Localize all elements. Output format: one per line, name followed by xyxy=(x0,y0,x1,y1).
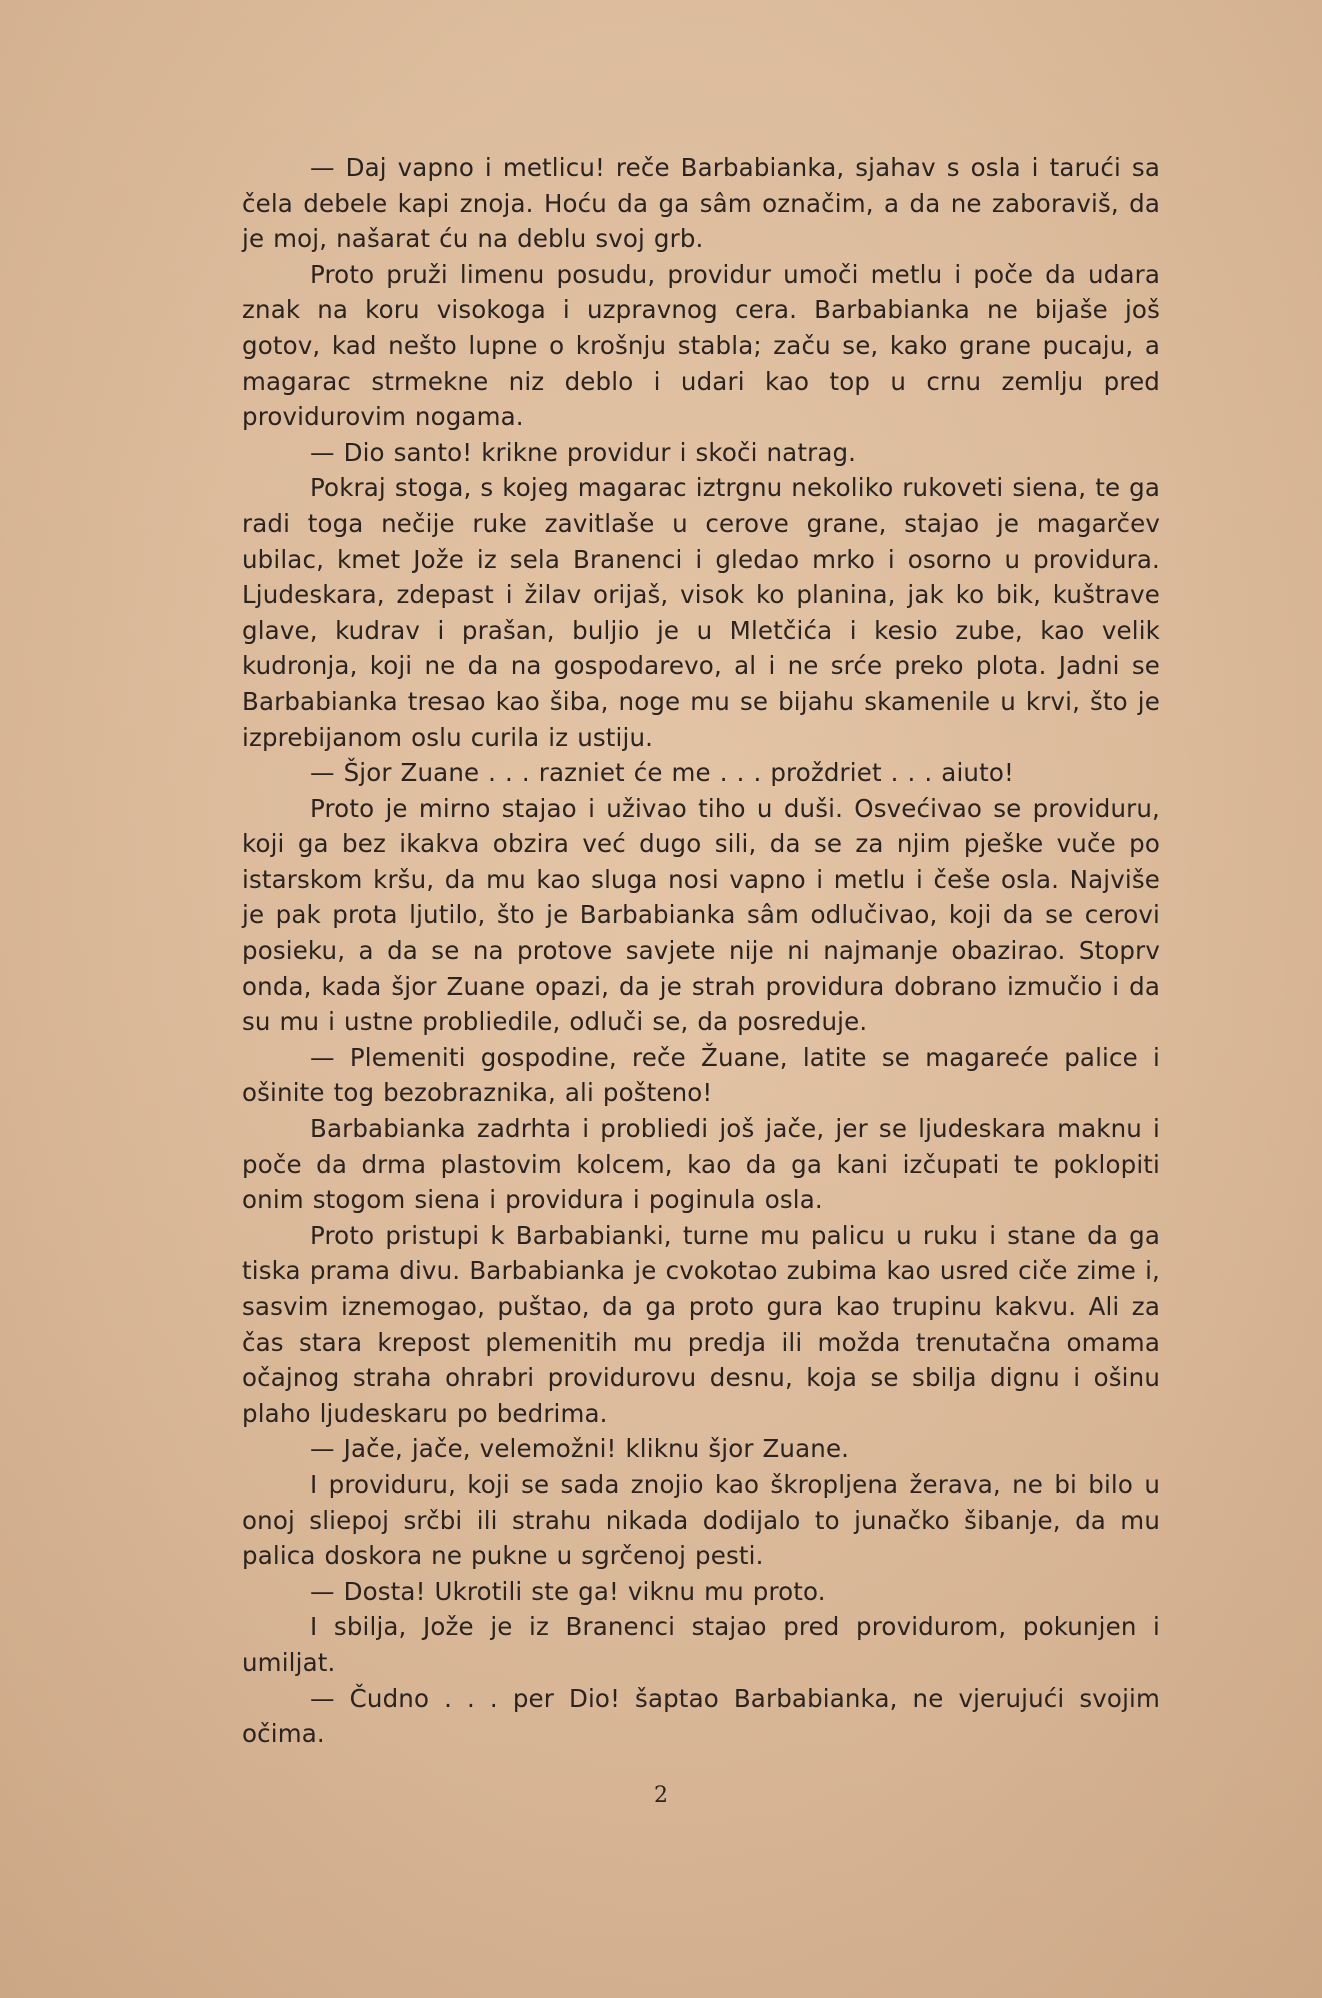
paragraph: — Daj vapno i metlicu! reče Barbabianka, sjahav s osla i tarući sa čela debele kapi znoja. Hoću da ga sâm označim, a da ne zaboraviš, da je moj, našarat ću na deblu svoj grb. xyxy=(242,153,1160,254)
paragraph: Pokraj stoga, s kojeg magarac iztrgnu nekoliko rukoveti siena, te ga radi toga nečije ruke zavitlaše u cerove grane, stajao je magarčev ubilac, kmet Jože iz sela Branenci i gledao mrko i osorno u providura. Ljudeskara, zdepast i žilav orijaš, visok ko planina, jak ko bik, kuštrave glave, kudrav i prašan, buljio je u Mletčića i kesio zube, kao velik kudronja, koji ne da na gospodarevo, al i ne srće preko plota. Jadni se Barbabianka tresao kao šiba, noge mu se bijahu skamenile u krvi, što je izprebijanom oslu curila iz ustiju. xyxy=(242,473,1160,752)
paragraph: Barbabianka zadrhta i probliedi još jače, jer se ljudeskara maknu i poče da drma plastovim kolcem, kao da ga kani izčupati te poklopiti onim stogom siena i providura i poginula osla. xyxy=(242,1114,1160,1215)
paragraph: — Dio santo! krikne providur i skoči natrag. xyxy=(310,437,857,467)
paragraph: — Šjor Zuane . . . razniet će me . . . proždriet . . . aiuto! xyxy=(310,758,1014,788)
paragraph: I sbilja, Jože je iz Branenci stajao pred providurom, pokunjen i umiljat. xyxy=(242,1612,1160,1677)
paragraph: Proto pruži limenu posudu, providur umoči metlu i poče da udara znak na koru visokoga i uzpravnog cera. Barbabianka ne bijaše još gotov, kad nešto lupne o krošnju stabla; začu se, kako grane pucaju, a magarac strmekne niz deblo i udari kao top u crnu zemlju pred providurovim nogama. xyxy=(242,259,1160,432)
paragraph: Proto pristupi k Barbabianki, turne mu palicu u ruku i stane da ga tiska prama divu. Barbabianka je cvokotao zubima kao usred ciče zime i, sasvim iznemogao, puštao, da ga proto gura kao trupinu kakvu. Ali za čas stara krepost plemenitih mu predja ili možda trenutačna omama očajnog straha ohrabri providurovu desnu, koja se sbilja dignu i ošinu plaho ljudeskaru po bedrima. xyxy=(242,1220,1160,1428)
paragraph: — Plemeniti gospodine, reče Žuane, latite se magareće palice i ošinite tog bezobraznika, ali pošteno! xyxy=(242,1042,1160,1108)
paragraph: — Jače, jače, velemožni! kliknu šjor Zuane. xyxy=(310,1434,850,1464)
paragraph: — Dosta! Ukrotili ste ga! viknu mu proto. xyxy=(310,1576,826,1606)
body-text xyxy=(242,150,1160,1752)
page-number: 2 xyxy=(654,1783,668,1808)
paragraph: — Čudno . . . per Dio! šaptao Barbabianka, ne vjerujući svojim očima. xyxy=(242,1683,1160,1749)
paragraph: Proto je mirno stajao i uživao tiho u duši. Osvećivao se providuru, koji ga bez ikakva obzira već dugo sili, da se za njim pješke vuče po istarskom kršu, da mu kao sluga nosi vapno i metlu i češe osla. Najviše je pak prota ljutilo, što je Barbabianka sâm odlučivao, koji da se cerovi posieku, a da se na protove savjete nije ni najmanje obazirao. Stoprv onda, kada šjor Zuane opazi, da je strah providura dobrano izmučio i da su mu i ustne probliedile, odluči se, da posreduje. xyxy=(242,793,1160,1037)
paragraph: I providuru, koji se sada znojio kao škropljena žerava, ne bi bilo u onoj sliepoj srčbi ili strahu nikada dodijalo to junačko šibanje, da mu palica doskora ne pukne u sgrčenoj pesti. xyxy=(242,1469,1160,1571)
